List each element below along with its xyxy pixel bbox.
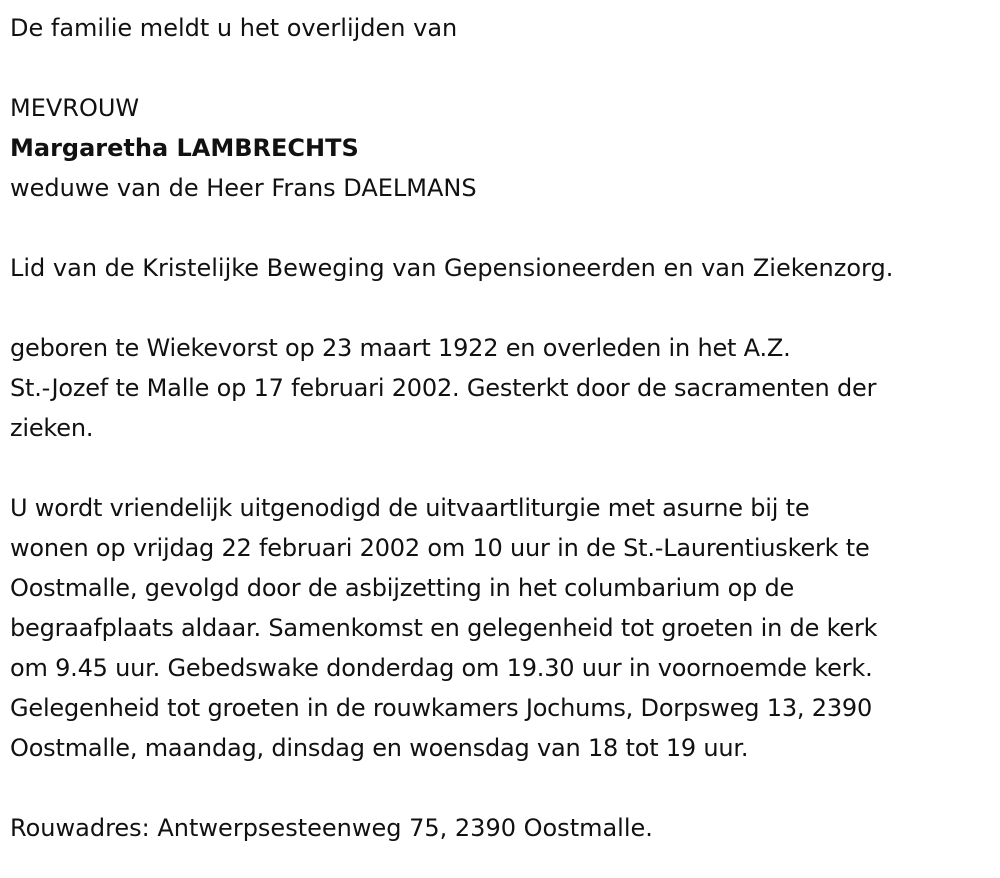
spacer: [10, 768, 995, 808]
funeral-line: begraafplaats aldaar. Samenkomst en gelegenheid tot groeten in de kerk: [10, 614, 878, 642]
funeral-paragraph: [10, 488, 995, 768]
funeral-line: Oostmalle, maandag, dinsdag en woensdag van 18 tot 19 uur.: [10, 734, 749, 762]
life-paragraph: [10, 328, 995, 448]
deceased-name: Margaretha LAMBRECHTS: [10, 134, 359, 162]
address-text: Rouwadres: Antwerpsesteenweg 75, 2390 Oostmalle.: [10, 814, 653, 842]
spacer: [10, 48, 995, 88]
honorific: MEVROUW: [10, 94, 140, 122]
funeral-line: Gelegenheid tot groeten in de rouwkamers Jochums, Dorpsweg 13, 2390: [10, 694, 873, 722]
intro-text: De familie meldt u het overlijden van: [10, 14, 458, 42]
spacer: [10, 448, 995, 488]
funeral-line: om 9.45 uur. Gebedswake donderdag om 19.30 uur in voornoemde kerk.: [10, 654, 873, 682]
spouse-text: weduwe van de Heer Frans DAELMANS: [10, 174, 477, 202]
life-line: St.-Jozef te Malle op 17 februari 2002. Gesterkt door de sacramenten der: [10, 374, 877, 402]
life-line: zieken.: [10, 414, 94, 442]
spacer: [10, 288, 995, 328]
spacer: [10, 208, 995, 248]
obituary-document: [10, 8, 995, 848]
funeral-line: Oostmalle, gevolgd door de asbijzetting in het columbarium op de: [10, 574, 795, 602]
membership-text: Lid van de Kristelijke Beweging van Gepensioneerden en van Ziekenzorg.: [10, 254, 894, 282]
funeral-line: wonen op vrijdag 22 februari 2002 om 10 uur in de St.-Laurentiuskerk te: [10, 534, 870, 562]
life-line: geboren te Wiekevorst op 23 maart 1922 en overleden in het A.Z.: [10, 334, 791, 362]
funeral-line: U wordt vriendelijk uitgenodigd de uitvaartliturgie met asurne bij te: [10, 494, 810, 522]
